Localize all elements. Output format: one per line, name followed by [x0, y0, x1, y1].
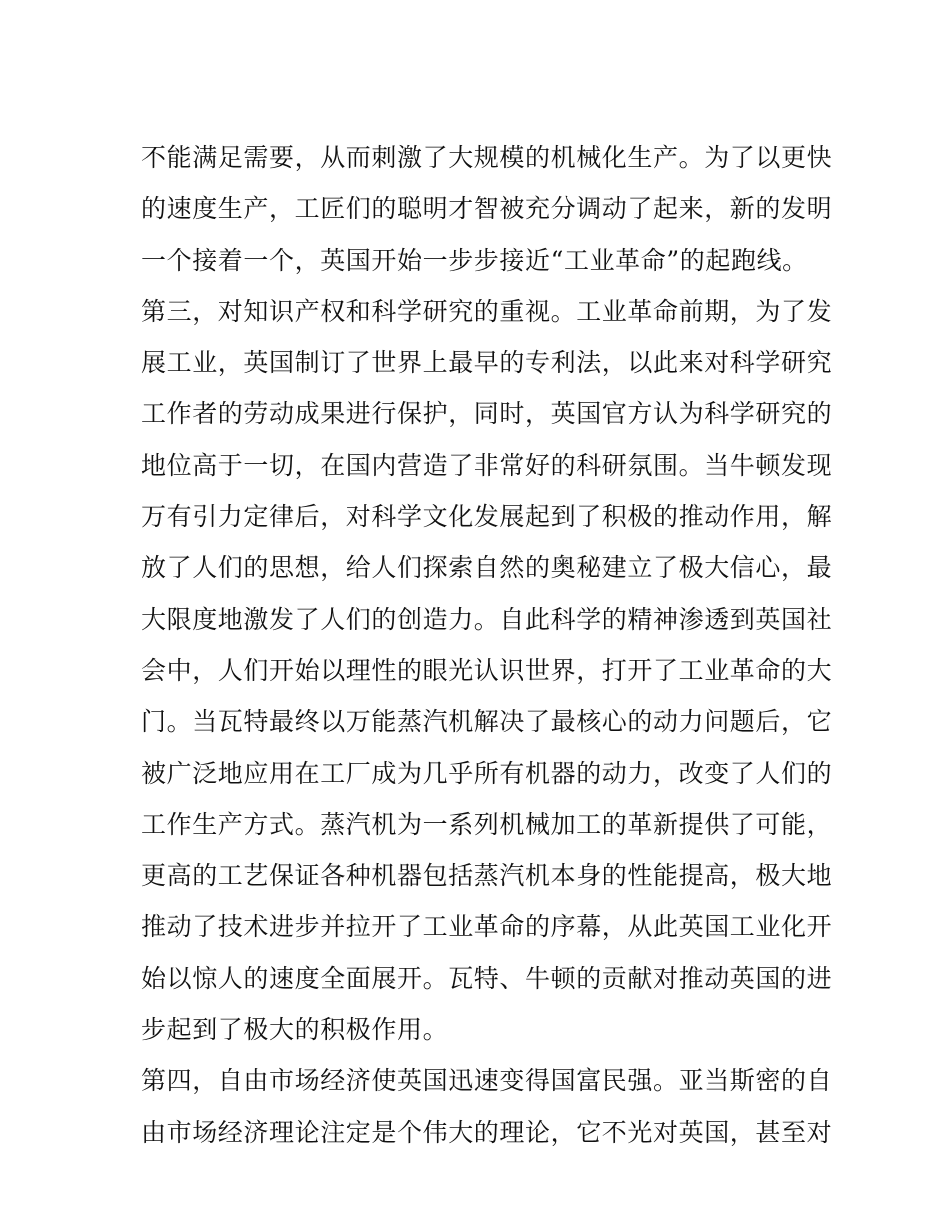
- text-line: 万有引力定律后，对科学文化发展起到了积极的推动作用，解: [141, 502, 833, 532]
- text-line: 一个接着一个，英国开始一步步接近“工业革命”的起跑线。: [141, 245, 808, 275]
- text-line: 始以惊人的速度全面展开。瓦特、牛顿的贡献对推动英国的进: [141, 963, 833, 993]
- text-line: 工作者的劳动成果进行保护，同时，英国官方认为科学研究的: [141, 399, 833, 429]
- text-line: 由市场经济理论注定是个伟大的理论，它不光对英国，甚至对: [141, 1117, 833, 1147]
- text-line: 第四，自由市场经济使英国迅速变得国富民强。亚当斯密的自: [141, 1066, 833, 1096]
- text-line: 放了人们的思想，给人们探索自然的奥秘建立了极大信心，最: [141, 553, 833, 583]
- text-line: 展工业，英国制订了世界上最早的专利法，以此来对科学研究: [141, 348, 833, 378]
- text-line: 会中，人们开始以理性的眼光认识世界，打开了工业革命的大: [141, 655, 833, 685]
- text-line: 被广泛地应用在工厂成为几乎所有机器的动力，改变了人们的: [141, 758, 833, 788]
- text-line: 推动了技术进步并拉开了工业革命的序幕，从此英国工业化开: [141, 912, 833, 942]
- text-line: 的速度生产，工匠们的聪明才智被充分调动了起来，新的发明: [141, 194, 833, 224]
- text-line: 步起到了极大的积极作用。: [141, 1015, 449, 1045]
- text-line: 门。当瓦特最终以万能蒸汽机解决了最核心的动力问题后，它: [141, 707, 833, 737]
- text-line: 更高的工艺保证各种机器包括蒸汽机本身的性能提高，极大地: [141, 861, 833, 891]
- text-line: 第三，对知识产权和科学研究的重视。工业革命前期，为了发: [141, 296, 833, 326]
- text-line: 地位高于一切，在国内营造了非常好的科研氛围。当牛顿发现: [141, 450, 833, 480]
- text-line: 不能满足需要，从而刺激了大规模的机械化生产。为了以更快: [141, 143, 833, 172]
- text-line: 工作生产方式。蒸汽机为一系列机械加工的革新提供了可能，: [141, 809, 833, 839]
- text-line: 大限度地激发了人们的创造力。自此科学的精神渗透到英国社: [141, 604, 833, 634]
- body-text: [141, 132, 833, 1158]
